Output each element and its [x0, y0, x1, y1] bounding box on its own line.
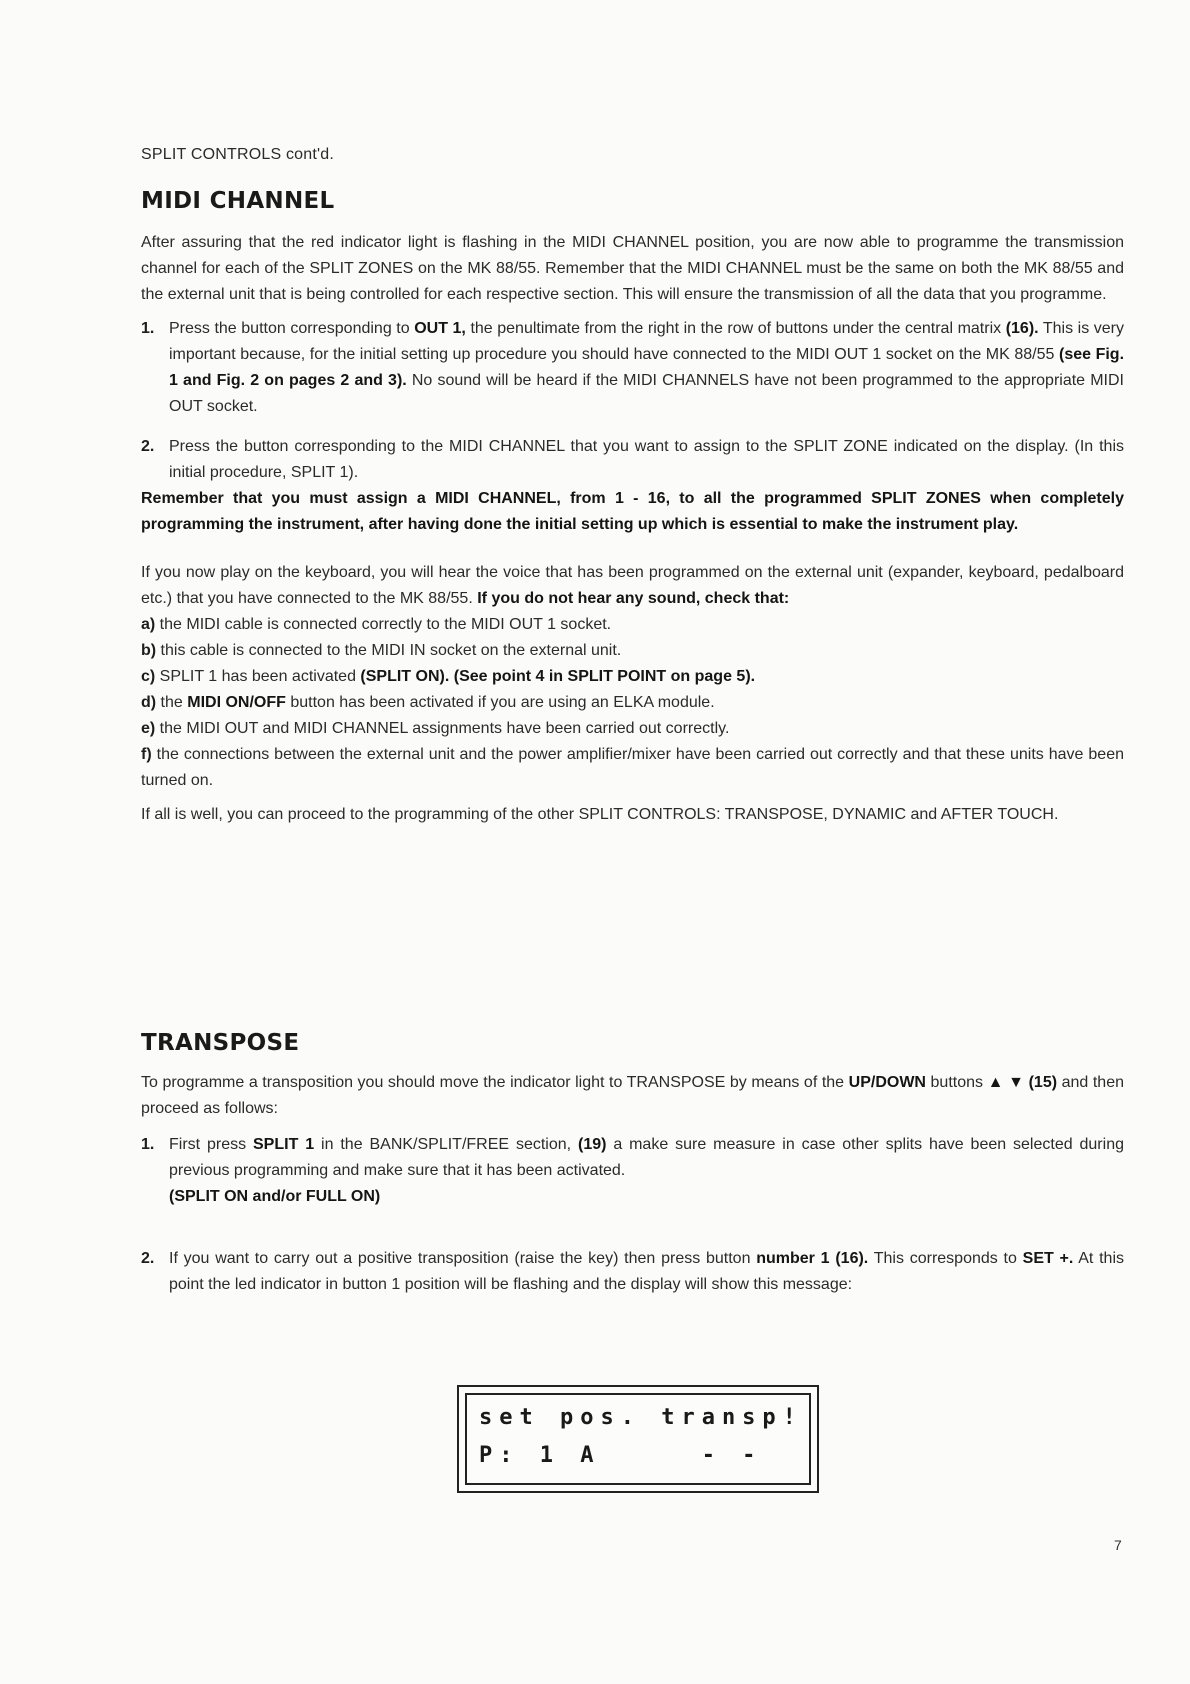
manual-page — [141, 0, 1124, 1684]
midi-channel-section — [141, 230, 1124, 828]
lcd-inner-frame — [465, 1393, 811, 1485]
play-paragraph: If you now play on the keyboard, you will hear the voice that has been programmed on the external unit (expander, keyboard, pedalboard etc.) that you have connected to the MK 88/55. If you do not hear any sound, check that: — [141, 564, 1124, 607]
figure-ref: (see Fig. 1 and Fig. 2 on pages 2 and 3). — [169, 346, 1125, 389]
lcd-line-2: P: 1 A - - — [479, 1443, 763, 1468]
midi-channel-intro: After assuring that the red indicator light is flashing in the MIDI CHANNEL position, you are now able to programme the transmission channel for each of the SPLIT ZONES on the MK 88/55. Remember that the MIDI CHANNEL must be the same on both the MK 88/55 and the external unit that is being controlled for each respective section. This will ensure the transmission of all the data that you programme. — [141, 234, 1124, 303]
remember-note: Remember that you must assign a MIDI CHANNEL, from 1 - 16, to all the programmed SPLIT ZONES when completely programming the instrument, after having done the initial setting up which is essential to make the instrument play. — [141, 490, 1124, 533]
midi-step-1: 1. Press the button corresponding to OUT 1, the penultimate from the right in the row of buttons under the central matrix (16). This is very important because, for the initial setting up procedure you should have connected to the MIDI OUT 1 socket on the MK 88/55 (see Fig. 1 and Fig. 2 on pages 2 and 3). No sound will be heard if the MIDI CHANNELS have not been programmed to the appropriate MIDI OUT socket. — [141, 316, 1124, 420]
check-e: e) the MIDI OUT and MIDI CHANNEL assignments have been carried out correctly. — [141, 720, 730, 737]
transpose-heading: TRANSPOSE — [141, 1030, 300, 1056]
transpose-step-2: 2. If you want to carry out a positive transposition (raise the key) then press button number 1 (16). This corresponds to SET +. At this point the led indicator in button 1 position will be flashing and the display will show this message: — [141, 1246, 1124, 1298]
up-down-arrows: ▲ ▼ (15) — [987, 1074, 1058, 1091]
midi-channel-heading: MIDI CHANNEL — [141, 188, 335, 214]
lcd-display — [457, 1385, 819, 1493]
transpose-step-1: 1. First press SPLIT 1 in the BANK/SPLIT/FREE section, (19) a make sure measure in case other splits have been selected during previous programming and make sure that it has been activated. (SPLIT ON and/or FULL ON) — [141, 1132, 1124, 1210]
check-f: f) the connections between the external unit and the power amplifier/mixer have been carried out correctly and that these units have been turned on. — [141, 746, 1124, 789]
step-number: 1. — [141, 1136, 155, 1153]
out1-ref: OUT 1, — [414, 320, 466, 337]
closing-paragraph: If all is well, you can proceed to the programming of the other SPLIT CONTROLS: TRANSPOSE, DYNAMIC and AFTER TOUCH. — [141, 806, 1059, 823]
split-on-note: (SPLIT ON and/or FULL ON) — [169, 1188, 381, 1205]
transpose-section — [141, 1070, 1124, 1298]
midi-step-2: 2. Press the button corresponding to the MIDI CHANNEL that you want to assign to the SPLIT ZONE indicated on the display. (In this initial procedure, SPLIT 1). — [141, 434, 1124, 486]
page-number: 7 — [1114, 1537, 1122, 1553]
step-number: 1. — [141, 320, 155, 337]
check-a: a) the MIDI cable is connected correctly to the MIDI OUT 1 socket. — [141, 616, 612, 633]
check-b: b) this cable is connected to the MIDI IN socket on the external unit. — [141, 642, 622, 659]
check-c: c) SPLIT 1 has been activated (SPLIT ON). (See point 4 in SPLIT POINT on page 5). — [141, 668, 756, 685]
lcd-line-1: set pos. transp! — [479, 1405, 803, 1430]
step-number: 2. — [141, 438, 155, 455]
step-number: 2. — [141, 1250, 155, 1267]
transpose-intro: To programme a transposition you should move the indicator light to TRANSPOSE by means of the UP/DOWN buttons ▲ ▼ (15) and then proceed as follows: — [141, 1074, 1124, 1117]
check-d: d) the MIDI ON/OFF button has been activated if you are using an ELKA module. — [141, 694, 715, 711]
running-head: SPLIT CONTROLS cont'd. — [141, 146, 335, 163]
